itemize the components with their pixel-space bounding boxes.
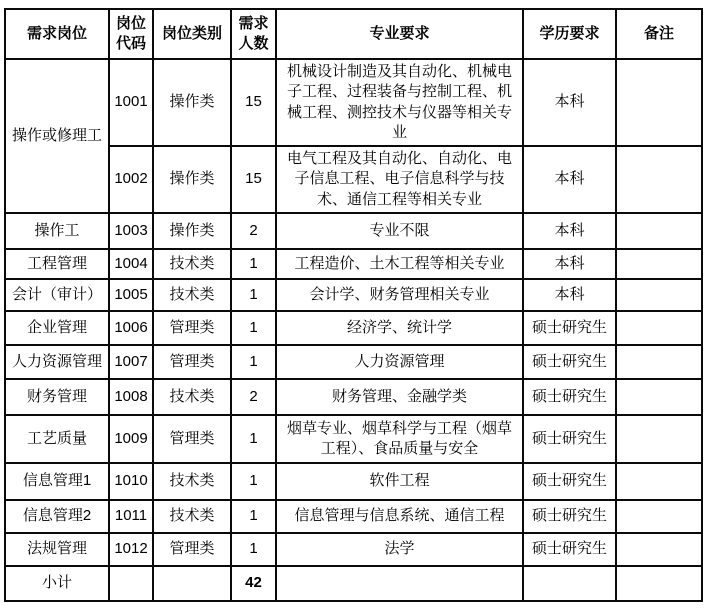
header-row (5, 9, 702, 59)
table-row (5, 146, 702, 213)
cell-position: 操作工 (5, 213, 109, 249)
cell-major: 专业不限 (276, 213, 523, 249)
cell-code: 1003 (109, 213, 153, 249)
cell-major: 工程造价、土木工程等相关专业 (276, 249, 523, 279)
cell-position: 企业管理 (5, 311, 109, 345)
cell-note (616, 415, 702, 463)
cell-category: 技术类 (153, 379, 231, 415)
cell-position: 人力资源管理 (5, 345, 109, 379)
subtotal-label: 小计 (5, 566, 109, 601)
cell-education: 硕士研究生 (523, 500, 616, 533)
cell-note (616, 345, 702, 379)
header-education: 学历要求 (523, 9, 616, 59)
cell-count: 1 (231, 345, 276, 379)
header-count: 需求人数 (231, 9, 276, 59)
cell-code: 1002 (109, 146, 153, 213)
cell-education: 硕士研究生 (523, 345, 616, 379)
cell-code: 1010 (109, 463, 153, 500)
cell-position: 财务管理 (5, 379, 109, 415)
subtotal-count: 42 (231, 566, 276, 601)
cell-category: 操作类 (153, 146, 231, 213)
cell-education: 硕士研究生 (523, 311, 616, 345)
cell-count: 1 (231, 279, 276, 311)
cell-position: 信息管理1 (5, 463, 109, 500)
cell-education: 本科 (523, 279, 616, 311)
subtotal-note (616, 566, 702, 601)
cell-position: 会计（审计） (5, 279, 109, 311)
cell-note (616, 463, 702, 500)
table-row (5, 59, 702, 146)
header-position: 需求岗位 (5, 9, 109, 59)
cell-note (616, 279, 702, 311)
cell-note (616, 311, 702, 345)
cell-code: 1008 (109, 379, 153, 415)
cell-position: 操作或修理工 (5, 59, 109, 213)
cell-position: 工艺质量 (5, 415, 109, 463)
cell-major: 会计学、财务管理相关专业 (276, 279, 523, 311)
cell-position: 法规管理 (5, 533, 109, 566)
table-row (5, 415, 702, 463)
table-row (5, 500, 702, 533)
subtotal-code (109, 566, 153, 601)
cell-major: 财务管理、金融学类 (276, 379, 523, 415)
cell-category: 技术类 (153, 279, 231, 311)
cell-education: 本科 (523, 249, 616, 279)
cell-category: 管理类 (153, 533, 231, 566)
table-row (5, 533, 702, 566)
cell-count: 1 (231, 249, 276, 279)
table-row (5, 379, 702, 415)
cell-code: 1005 (109, 279, 153, 311)
cell-education: 硕士研究生 (523, 463, 616, 500)
cell-count: 1 (231, 463, 276, 500)
cell-category: 管理类 (153, 311, 231, 345)
table-row (5, 249, 702, 279)
header-category: 岗位类别 (153, 9, 231, 59)
cell-note (616, 500, 702, 533)
recruitment-table (4, 8, 703, 602)
cell-major: 人力资源管理 (276, 345, 523, 379)
header-code: 岗位代码 (109, 9, 153, 59)
cell-code: 1001 (109, 59, 153, 146)
table-row (5, 213, 702, 249)
cell-major: 机械设计制造及其自动化、机械电子工程、过程装备与控制工程、机械工程、测控技术与仪器等相关专业 (276, 59, 523, 146)
cell-code: 1006 (109, 311, 153, 345)
cell-note (616, 146, 702, 213)
cell-education: 硕士研究生 (523, 533, 616, 566)
header-note: 备注 (616, 9, 702, 59)
cell-note (616, 213, 702, 249)
cell-major: 信息管理与信息系统、通信工程 (276, 500, 523, 533)
cell-code: 1007 (109, 345, 153, 379)
cell-major: 电气工程及其自动化、自动化、电子信息工程、电子信息科学与技术、通信工程等相关专业 (276, 146, 523, 213)
table-row (5, 311, 702, 345)
cell-count: 2 (231, 213, 276, 249)
cell-position: 信息管理2 (5, 500, 109, 533)
cell-count: 15 (231, 146, 276, 213)
cell-category: 技术类 (153, 249, 231, 279)
subtotal-education (523, 566, 616, 601)
table-row (5, 279, 702, 311)
cell-note (616, 249, 702, 279)
cell-category: 技术类 (153, 463, 231, 500)
header-major: 专业要求 (276, 9, 523, 59)
cell-count: 1 (231, 500, 276, 533)
cell-major: 经济学、统计学 (276, 311, 523, 345)
table-row (5, 463, 702, 500)
cell-education: 本科 (523, 213, 616, 249)
cell-education: 本科 (523, 59, 616, 146)
cell-education: 硕士研究生 (523, 379, 616, 415)
cell-note (616, 59, 702, 146)
cell-education: 本科 (523, 146, 616, 213)
cell-count: 15 (231, 59, 276, 146)
cell-code: 1009 (109, 415, 153, 463)
cell-major: 烟草专业、烟草科学与工程（烟草工程）、食品质量与安全 (276, 415, 523, 463)
cell-code: 1012 (109, 533, 153, 566)
cell-category: 管理类 (153, 345, 231, 379)
subtotal-category (153, 566, 231, 601)
cell-count: 2 (231, 379, 276, 415)
cell-code: 1011 (109, 500, 153, 533)
cell-major: 法学 (276, 533, 523, 566)
subtotal-row (5, 566, 702, 601)
cell-position: 工程管理 (5, 249, 109, 279)
cell-count: 1 (231, 311, 276, 345)
table-row (5, 345, 702, 379)
cell-category: 操作类 (153, 213, 231, 249)
cell-count: 1 (231, 533, 276, 566)
cell-major: 软件工程 (276, 463, 523, 500)
cell-category: 操作类 (153, 59, 231, 146)
cell-note (616, 533, 702, 566)
cell-education: 硕士研究生 (523, 415, 616, 463)
cell-category: 管理类 (153, 415, 231, 463)
cell-category: 技术类 (153, 500, 231, 533)
cell-code: 1004 (109, 249, 153, 279)
cell-note (616, 379, 702, 415)
cell-count: 1 (231, 415, 276, 463)
subtotal-major (276, 566, 523, 601)
